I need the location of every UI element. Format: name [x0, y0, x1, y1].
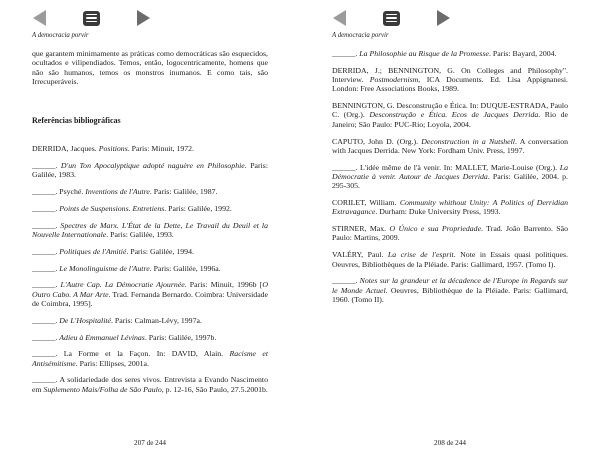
next-page-button[interactable]	[134, 10, 152, 26]
bibliography-entry: CORILET, William. Community whithout Unity: A Politics of Derridian Extravagance. Durham: Duke University Press, 1993.	[332, 198, 568, 217]
page-number: 207 de 244	[134, 439, 166, 447]
bibliography-entry: ______. Points de Suspensions. Entretiens. Paris: Galilée, 1992.	[32, 203, 232, 213]
bibliography-entry: VALÉRY, Paul. La crise de l'esprit. Note in Essais quasi politiques. Oeuvres, Bibliothèques de la Pléiade. Paris: Gallimard, 1957. (Tomo I).	[332, 250, 568, 269]
bibliography-entry: ______. Le Monolinguisme de l'Autre. Paris: Galilée, 1996a.	[32, 263, 221, 273]
page-body	[332, 49, 568, 304]
bibliography-entry: ______. L'Autre Cap. La Démocratie Ajournée. Paris: Minuit, 1996b [O Outro Cabo. A Mar Arte. Trad. Fernanda Bernardo. Coimbra: Universidade de Coimbra, 1995].	[32, 280, 269, 308]
bibliography-entry: ______. D'un Ton Apocalyptique adopté naguère en Philosophie. Paris: Galilée, 1983.	[32, 160, 268, 180]
bibliography-entry: ______. Notes sur la grandeur et la décadence de l'Europe in Regards sur le Monde Actuel. Oeuvres, Bibliothèque de la Pléiade. Paris: Gallimard, 1960. (Tomo II).	[332, 276, 568, 304]
section-heading: Referências bibliográficas	[32, 116, 121, 126]
toc-button[interactable]	[82, 10, 100, 26]
bibliography-entry: ______. Spectres de Marx. L'État de la Dette, Le Travail du Deuil et la Nouvelle Internationale. Paris: Galilée, 1993.	[32, 220, 268, 239]
table-of-contents-icon	[83, 11, 100, 26]
back-arrow-icon	[333, 10, 346, 26]
bibliography-entry: BENNINGTON, G. Desconstrução e Ética. In: DUQUE-ESTRADA, Paulo C. (Org.). Desconstrução e Ética. Ecos de Jacques Derrida. Rio de Janeiro; São Paulo: PUC-Rio; Loyola, 2004.	[332, 101, 568, 129]
next-page-button[interactable]	[434, 10, 452, 26]
bibliography-entry: ______. Adieu à Emmanuel Lévinas. Paris: Galilée, 1997b.	[32, 332, 217, 342]
forward-arrow-icon	[137, 10, 150, 26]
bibliography-list	[332, 49, 568, 304]
back-arrow-icon	[33, 10, 46, 26]
reader-toolbar	[0, 0, 300, 26]
toc-button[interactable]	[382, 10, 400, 26]
bibliography-entry: CAPUTO, John D. (Org.). Deconstruction in a Nutshell. A conversation with Jacques Derrida. New York: Fordham Univ. Press, 1997.	[332, 136, 568, 155]
previous-page-button[interactable]	[30, 10, 48, 26]
bibliography-entry: DERRIDA, J.; BENNINGTON, G. On Colleges and Philosophy". Interview. Postmodernism, ICA Documents. Ed. Lisa Appignanesi. London: Free Associations Books, 1989.	[332, 65, 568, 94]
page-right	[300, 0, 600, 450]
bibliography-entry: ______. De L'Hospitalité. Paris: Calman-Lévy, 1997a.	[32, 315, 202, 325]
body-paragraph: que garantem minimamente as práticas como democráticas são esquecidos, ocultados e vilipendiados. Temos, então, logocentricamente, homens que não são humanos, temos os monstros inumanos. E como tais, são Irrecuperáveis.	[32, 49, 268, 86]
bibliography-entry: ______. Psyché. Inventions de l'Autre. Paris: Galilée, 1987.	[32, 187, 218, 197]
bibliography-entry: ______. L'idée même de l'à venir. In: MALLET, Marie-Louise (Org.). La Démocratie à venir. Autour de Jacques Derrida. Paris: Galilée, 2004. p. 295-305.	[332, 162, 568, 191]
table-of-contents-icon	[383, 11, 400, 26]
bibliography-entry: STIRNER, Max. O Único e sua Propriedade. Trad. João Barrento. São Paulo: Martins, 2009.	[332, 224, 568, 243]
forward-arrow-icon	[437, 10, 450, 26]
reader-toolbar	[300, 0, 600, 26]
bibliography-entry: ______. A solidariedade dos seres vivos. Entrevista a Evando Nascimento em Suplemento Mais/Folha de São Paulo, p. 12-16, São Paulo, 27.5.2001b.	[32, 375, 268, 394]
page-number: 208 de 244	[434, 439, 466, 447]
bibliography-entry: DERRIDA, Jacques. Positions. Paris: Minuit, 1972.	[32, 144, 195, 154]
running-header: A democracia porvir	[332, 32, 389, 39]
bibliography-entry: ______. La Forme et la Façon. In: DAVID, Alain. Racisme et Antisémitisme. Paris: Ellipses, 2001a.	[32, 349, 268, 368]
running-header: A democracia porvir	[32, 32, 89, 39]
previous-page-button[interactable]	[330, 10, 348, 26]
page-body	[32, 49, 268, 394]
bibliography-entry: ______. Politiques de l'Amitié. Paris: Galilée, 1994.	[32, 246, 194, 256]
bibliography-entry: ______. La Philosophie au Risque de la Promesse. Paris: Bayard, 2004.	[332, 49, 557, 58]
bibliography-list	[32, 144, 268, 394]
